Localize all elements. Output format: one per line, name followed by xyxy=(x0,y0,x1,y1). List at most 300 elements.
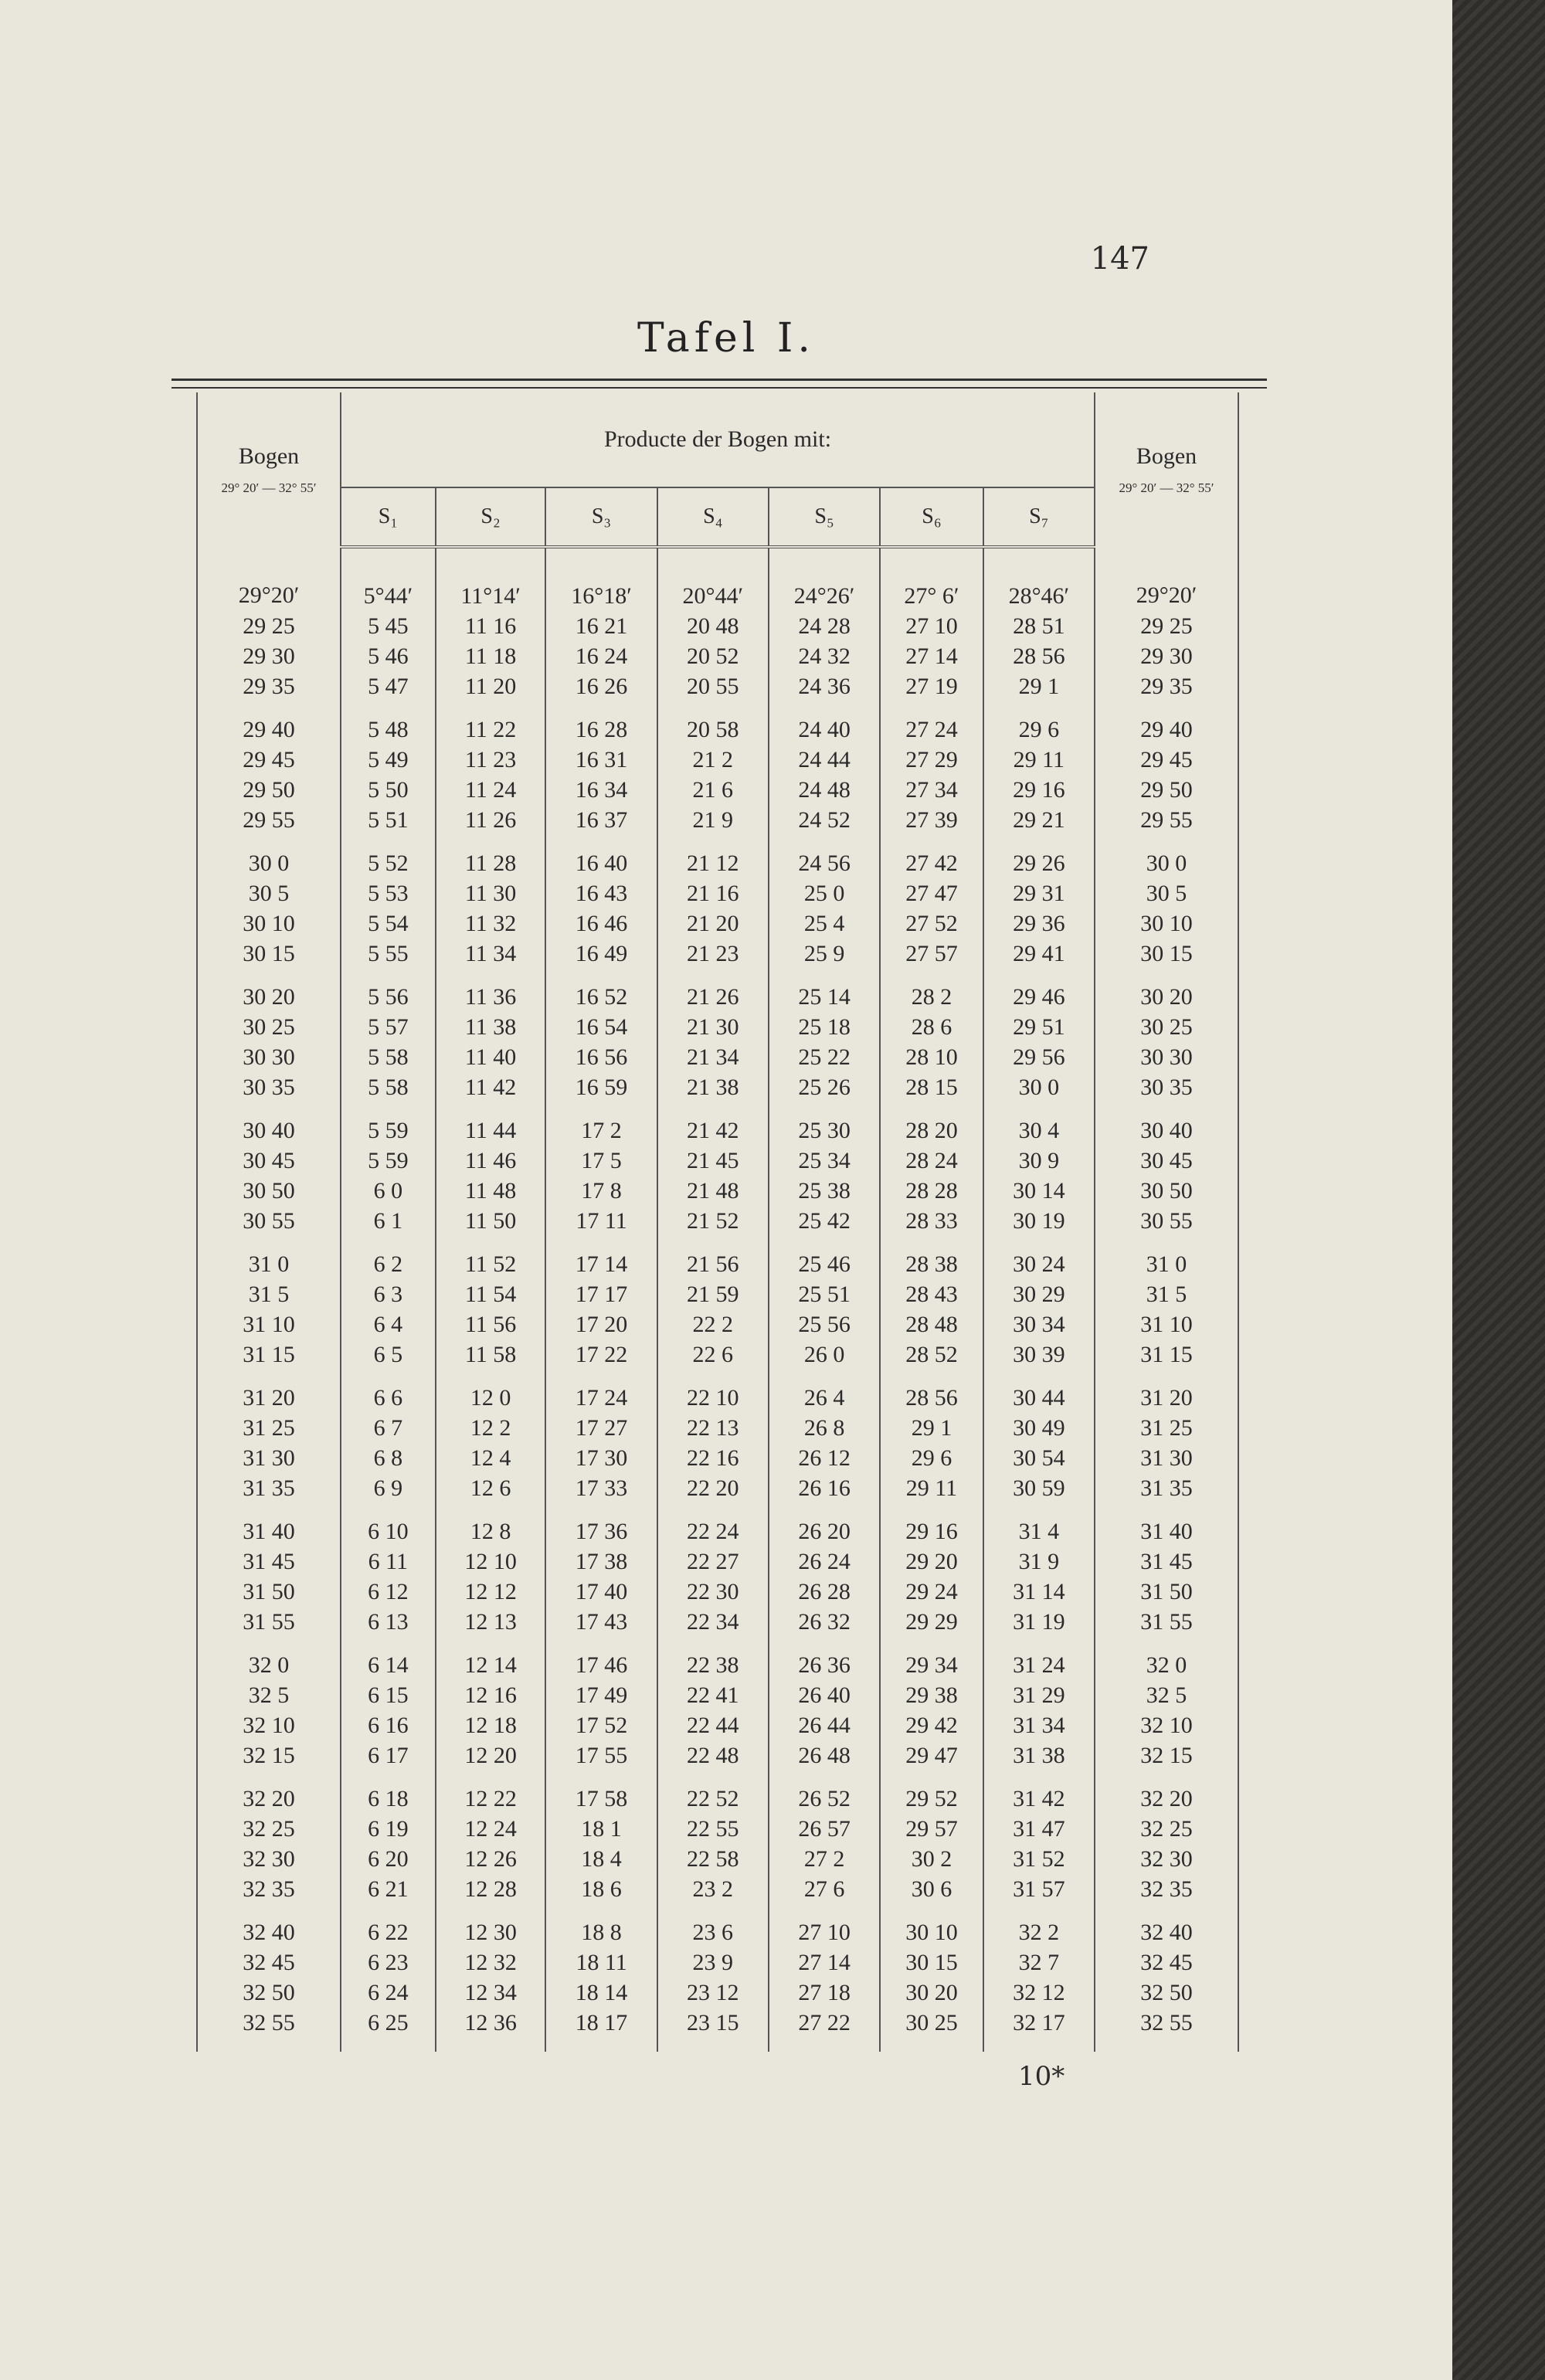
table-cell: 12 18 xyxy=(436,1710,546,1740)
table-cell: 11 30 xyxy=(436,878,546,908)
table-cell: 17 22 xyxy=(545,1339,657,1370)
column-header-s3: S₃ xyxy=(545,487,657,547)
table-cell: 27 2 xyxy=(769,1844,880,1874)
table-cell: 30 30 xyxy=(197,1042,341,1072)
table-cell: 11 50 xyxy=(436,1206,546,1236)
table-cell: 11 58 xyxy=(436,1339,546,1370)
table-cell: 11 46 xyxy=(436,1146,546,1176)
table-cell: 31 40 xyxy=(1095,1503,1238,1546)
table-cell: 25 51 xyxy=(769,1279,880,1309)
table-cell: 11 20 xyxy=(436,671,546,701)
table-cell: 6 5 xyxy=(341,1339,436,1370)
table-cell: 22 55 xyxy=(657,1814,769,1844)
table-cell: 32 15 xyxy=(197,1740,341,1771)
table-cell: 6 1 xyxy=(341,1206,436,1236)
table-row xyxy=(197,1844,1238,1874)
table-cell: 32 25 xyxy=(197,1814,341,1844)
table-cell: 31 38 xyxy=(983,1740,1095,1771)
table-cell: 32 5 xyxy=(197,1680,341,1710)
table-cell: 17 49 xyxy=(545,1680,657,1710)
table-cell: 32 10 xyxy=(197,1710,341,1740)
table-cell: 21 48 xyxy=(657,1176,769,1206)
table-cell: 17 36 xyxy=(545,1503,657,1546)
table-cell: 30 25 xyxy=(880,2008,983,2052)
table-cell: 29 45 xyxy=(197,745,341,775)
table-row xyxy=(197,908,1238,939)
table-cell: 18 1 xyxy=(545,1814,657,1844)
table-cell: 17 30 xyxy=(545,1443,657,1473)
table-cell: 16 54 xyxy=(545,1012,657,1042)
table-cell: 16 37 xyxy=(545,805,657,835)
table-cell: 5 47 xyxy=(341,671,436,701)
table-cell: 22 6 xyxy=(657,1339,769,1370)
table-cell: 30 0 xyxy=(1095,835,1238,878)
table-cell: 30 10 xyxy=(1095,908,1238,939)
table-cell: 5 59 xyxy=(341,1146,436,1176)
table-cell: 29 31 xyxy=(983,878,1095,908)
table-row xyxy=(197,1072,1238,1102)
table-cell: 30 44 xyxy=(983,1370,1095,1413)
table-cell: 30 40 xyxy=(1095,1102,1238,1146)
table-cell: 21 30 xyxy=(657,1012,769,1042)
table-cell: 29 42 xyxy=(880,1710,983,1740)
table-cell: 6 13 xyxy=(341,1607,436,1637)
table-cell: 30 20 xyxy=(1095,969,1238,1012)
table-cell: 32 35 xyxy=(197,1874,341,1904)
table-cell: 26 57 xyxy=(769,1814,880,1844)
bogen-header-right xyxy=(1095,392,1238,547)
table-cell: 6 4 xyxy=(341,1309,436,1339)
table-cell: 26 16 xyxy=(769,1473,880,1503)
table-cell: 27 47 xyxy=(880,878,983,908)
products-table xyxy=(196,392,1239,2052)
table-cell: 31 15 xyxy=(1095,1339,1238,1370)
table-cell: 28 10 xyxy=(880,1042,983,1072)
table-cell: 30 20 xyxy=(880,1978,983,2008)
table-cell: 32 40 xyxy=(197,1904,341,1947)
table-cell: 24 40 xyxy=(769,701,880,745)
table-cell: 6 12 xyxy=(341,1577,436,1607)
bogen-label: Bogen xyxy=(1136,443,1197,469)
table-cell: 22 38 xyxy=(657,1637,769,1680)
table-cell: 30 29 xyxy=(983,1279,1095,1309)
table-cell: 12 8 xyxy=(436,1503,546,1546)
signature-mark: 10* xyxy=(1018,2061,1065,2092)
table-cell: 28 48 xyxy=(880,1309,983,1339)
table-cell: 22 20 xyxy=(657,1473,769,1503)
table-cell: 23 2 xyxy=(657,1874,769,1904)
table-cell: 26 0 xyxy=(769,1339,880,1370)
table-row xyxy=(197,1546,1238,1577)
table-cell: 28 43 xyxy=(880,1279,983,1309)
table-row xyxy=(197,939,1238,969)
table-cell: 31 42 xyxy=(983,1771,1095,1814)
table-cell: 12 34 xyxy=(436,1978,546,2008)
table-cell: 24 36 xyxy=(769,671,880,701)
table-cell: 29 1 xyxy=(983,671,1095,701)
table-cell: 17 38 xyxy=(545,1546,657,1577)
table-cell: 32 45 xyxy=(197,1947,341,1978)
table-cell: 5 59 xyxy=(341,1102,436,1146)
table-cell: 6 25 xyxy=(341,2008,436,2052)
table-cell: 17 46 xyxy=(545,1637,657,1680)
table-cell: 29 35 xyxy=(1095,671,1238,701)
table-cell: 16°18′ xyxy=(545,547,657,611)
table-cell: 18 11 xyxy=(545,1947,657,1978)
table-cell: 11 22 xyxy=(436,701,546,745)
table-row xyxy=(197,1503,1238,1546)
table-cell: 31 5 xyxy=(197,1279,341,1309)
table-cell: 16 31 xyxy=(545,745,657,775)
table-cell: 12 12 xyxy=(436,1577,546,1607)
table-cell: 29 11 xyxy=(880,1473,983,1503)
table-row xyxy=(197,1236,1238,1279)
bogen-header-left xyxy=(197,392,341,547)
table-cell: 21 26 xyxy=(657,969,769,1012)
table-cell: 30 54 xyxy=(983,1443,1095,1473)
table-cell: 17 14 xyxy=(545,1236,657,1279)
table-cell: 31 20 xyxy=(1095,1370,1238,1413)
table-cell: 29 34 xyxy=(880,1637,983,1680)
table-cell: 31 30 xyxy=(197,1443,341,1473)
table-cell: 22 34 xyxy=(657,1607,769,1637)
table-cell: 6 24 xyxy=(341,1978,436,2008)
column-header-s2: S₂ xyxy=(436,487,546,547)
table-cell: 21 56 xyxy=(657,1236,769,1279)
table-cell: 11 44 xyxy=(436,1102,546,1146)
table-cell: 22 44 xyxy=(657,1710,769,1740)
table-cell: 32 17 xyxy=(983,2008,1095,2052)
table-cell: 31 30 xyxy=(1095,1443,1238,1473)
table-cell: 29 29 xyxy=(880,1607,983,1637)
table-cell: 27 10 xyxy=(769,1904,880,1947)
table-cell: 22 27 xyxy=(657,1546,769,1577)
table-cell: 25 26 xyxy=(769,1072,880,1102)
table-cell: 32 0 xyxy=(1095,1637,1238,1680)
table-cell: 22 48 xyxy=(657,1740,769,1771)
table-cell: 31 40 xyxy=(197,1503,341,1546)
page-number: 147 xyxy=(1090,241,1149,277)
table-cell: 29°20′ xyxy=(1095,547,1238,611)
table-cell: 27 6 xyxy=(769,1874,880,1904)
table-cell: 32 35 xyxy=(1095,1874,1238,1904)
table-cell: 27 18 xyxy=(769,1978,880,2008)
table-cell: 6 3 xyxy=(341,1279,436,1309)
table-cell: 31 14 xyxy=(983,1577,1095,1607)
table-cell: 11 18 xyxy=(436,641,546,671)
table-cell: 27 19 xyxy=(880,671,983,701)
table-cell: 22 52 xyxy=(657,1771,769,1814)
table-cell: 30 6 xyxy=(880,1874,983,1904)
table-cell: 30 39 xyxy=(983,1339,1095,1370)
table-cell: 11 32 xyxy=(436,908,546,939)
table-cell: 22 2 xyxy=(657,1309,769,1339)
table-cell: 27 57 xyxy=(880,939,983,969)
table-cell: 17 40 xyxy=(545,1577,657,1607)
table-cell: 27 39 xyxy=(880,805,983,835)
table-cell: 32 50 xyxy=(1095,1978,1238,2008)
table-cell: 6 21 xyxy=(341,1874,436,1904)
table-cell: 12 20 xyxy=(436,1740,546,1771)
table-cell: 29 36 xyxy=(983,908,1095,939)
table-cell: 6 14 xyxy=(341,1637,436,1680)
table-row xyxy=(197,1904,1238,1947)
table-cell: 11 40 xyxy=(436,1042,546,1072)
column-header-s1: S₁ xyxy=(341,487,436,547)
table-cell: 6 20 xyxy=(341,1844,436,1874)
table-row xyxy=(197,775,1238,805)
table-cell: 21 42 xyxy=(657,1102,769,1146)
table-cell: 25 38 xyxy=(769,1176,880,1206)
table-cell: 31 47 xyxy=(983,1814,1095,1844)
table-cell: 30 0 xyxy=(983,1072,1095,1102)
table-cell: 22 16 xyxy=(657,1443,769,1473)
table-cell: 29 50 xyxy=(197,775,341,805)
table-cell: 29 25 xyxy=(197,611,341,641)
table-cell: 11 54 xyxy=(436,1279,546,1309)
table-cell: 6 19 xyxy=(341,1814,436,1844)
table-cell: 24°26′ xyxy=(769,547,880,611)
table-cell: 27 10 xyxy=(880,611,983,641)
table-cell: 30 0 xyxy=(197,835,341,878)
table-cell: 21 12 xyxy=(657,835,769,878)
table-cell: 31 19 xyxy=(983,1607,1095,1637)
table-cell: 24 44 xyxy=(769,745,880,775)
table-cell: 20 48 xyxy=(657,611,769,641)
table-cell: 30 55 xyxy=(1095,1206,1238,1236)
table-cell: 32 2 xyxy=(983,1904,1095,1947)
table-cell: 30 20 xyxy=(197,969,341,1012)
table-cell: 23 12 xyxy=(657,1978,769,2008)
table-cell: 17 17 xyxy=(545,1279,657,1309)
table-cell: 6 16 xyxy=(341,1710,436,1740)
table-cell: 5 50 xyxy=(341,775,436,805)
table-cell: 25 18 xyxy=(769,1012,880,1042)
table-cell: 29 47 xyxy=(880,1740,983,1771)
table-cell: 16 56 xyxy=(545,1042,657,1072)
table-cell: 29 21 xyxy=(983,805,1095,835)
table-cell: 29 55 xyxy=(1095,805,1238,835)
table-cell: 28 38 xyxy=(880,1236,983,1279)
table-cell: 30 4 xyxy=(983,1102,1095,1146)
table-cell: 12 22 xyxy=(436,1771,546,1814)
table-cell: 6 2 xyxy=(341,1236,436,1279)
table-cell: 16 40 xyxy=(545,835,657,878)
table-row xyxy=(197,1710,1238,1740)
table-cell: 6 8 xyxy=(341,1443,436,1473)
table-cell: 31 24 xyxy=(983,1637,1095,1680)
column-header-s4: S₄ xyxy=(657,487,769,547)
table-cell: 27 34 xyxy=(880,775,983,805)
table-cell: 11 26 xyxy=(436,805,546,835)
table-cell: 32 50 xyxy=(197,1978,341,2008)
table-cell: 18 14 xyxy=(545,1978,657,2008)
table-cell: 30 5 xyxy=(197,878,341,908)
top-rule xyxy=(171,379,1267,389)
table-cell: 26 44 xyxy=(769,1710,880,1740)
table-cell: 28 52 xyxy=(880,1339,983,1370)
table-row xyxy=(197,1443,1238,1473)
table-cell: 11 56 xyxy=(436,1309,546,1339)
table-cell: 28 28 xyxy=(880,1176,983,1206)
table-cell: 30 50 xyxy=(197,1176,341,1206)
table-cell: 6 23 xyxy=(341,1947,436,1978)
table-cell: 20 55 xyxy=(657,671,769,701)
table-cell: 29 30 xyxy=(1095,641,1238,671)
table-cell: 11 38 xyxy=(436,1012,546,1042)
table-cell: 30 35 xyxy=(197,1072,341,1102)
table-cell: 29 16 xyxy=(880,1503,983,1546)
table-row xyxy=(197,1814,1238,1844)
table-row xyxy=(197,1947,1238,1978)
table-cell: 27 22 xyxy=(769,2008,880,2052)
table-row xyxy=(197,1102,1238,1146)
table-cell: 30 49 xyxy=(983,1413,1095,1443)
table-cell: 12 26 xyxy=(436,1844,546,1874)
table-cell: 29 40 xyxy=(1095,701,1238,745)
table-cell: 31 4 xyxy=(983,1503,1095,1546)
table-cell: 30 24 xyxy=(983,1236,1095,1279)
table-cell: 29 55 xyxy=(197,805,341,835)
table-cell: 29 41 xyxy=(983,939,1095,969)
table-cell: 28°46′ xyxy=(983,547,1095,611)
table-cell: 16 49 xyxy=(545,939,657,969)
table-cell: 5 49 xyxy=(341,745,436,775)
table-cell: 25 22 xyxy=(769,1042,880,1072)
table-cell: 31 45 xyxy=(1095,1546,1238,1577)
table-cell: 16 46 xyxy=(545,908,657,939)
table-cell: 31 5 xyxy=(1095,1279,1238,1309)
table-cell: 5 48 xyxy=(341,701,436,745)
table-cell: 25 46 xyxy=(769,1236,880,1279)
table-cell: 25 4 xyxy=(769,908,880,939)
table-cell: 6 22 xyxy=(341,1904,436,1947)
table-cell: 16 43 xyxy=(545,878,657,908)
table-cell: 26 4 xyxy=(769,1370,880,1413)
table-cell: 31 10 xyxy=(197,1309,341,1339)
table-cell: 32 25 xyxy=(1095,1814,1238,1844)
table-cell: 28 20 xyxy=(880,1102,983,1146)
table-cell: 11 28 xyxy=(436,835,546,878)
table-cell: 17 52 xyxy=(545,1710,657,1740)
table-row xyxy=(197,1740,1238,1771)
table-cell: 21 59 xyxy=(657,1279,769,1309)
table-cell: 18 17 xyxy=(545,2008,657,2052)
table-cell: 22 41 xyxy=(657,1680,769,1710)
table-row xyxy=(197,547,1238,611)
table-cell: 28 15 xyxy=(880,1072,983,1102)
table-row xyxy=(197,611,1238,641)
table-row xyxy=(197,671,1238,701)
table-cell: 12 28 xyxy=(436,1874,546,1904)
table-cell: 30 9 xyxy=(983,1146,1095,1176)
table-cell: 16 59 xyxy=(545,1072,657,1102)
table-row xyxy=(197,1279,1238,1309)
table-cell: 6 15 xyxy=(341,1680,436,1710)
table-cell: 31 57 xyxy=(983,1874,1095,1904)
table-cell: 31 0 xyxy=(197,1236,341,1279)
table-row xyxy=(197,1473,1238,1503)
table-cell: 27 14 xyxy=(769,1947,880,1978)
column-header-s6: S₆ xyxy=(880,487,983,547)
table-cell: 12 2 xyxy=(436,1413,546,1443)
table-cell: 28 33 xyxy=(880,1206,983,1236)
table-cell: 11 24 xyxy=(436,775,546,805)
table-cell: 17 58 xyxy=(545,1771,657,1814)
table-cell: 17 20 xyxy=(545,1309,657,1339)
table-row xyxy=(197,2008,1238,2052)
table-row xyxy=(197,1176,1238,1206)
table-cell: 32 20 xyxy=(1095,1771,1238,1814)
table-cell: 16 34 xyxy=(545,775,657,805)
table-cell: 17 43 xyxy=(545,1607,657,1637)
table-cell: 29 1 xyxy=(880,1413,983,1443)
table-cell: 27 14 xyxy=(880,641,983,671)
table-row xyxy=(197,1680,1238,1710)
table-cell: 5 46 xyxy=(341,641,436,671)
table-row xyxy=(197,805,1238,835)
table-cell: 30 35 xyxy=(1095,1072,1238,1102)
table-cell: 17 11 xyxy=(545,1206,657,1236)
table-cell: 31 50 xyxy=(1095,1577,1238,1607)
table-cell: 30 50 xyxy=(1095,1176,1238,1206)
table-cell: 5°44′ xyxy=(341,547,436,611)
table-cell: 31 0 xyxy=(1095,1236,1238,1279)
book-binding xyxy=(1452,0,1545,2380)
table-cell: 12 4 xyxy=(436,1443,546,1473)
table-cell: 29 40 xyxy=(197,701,341,745)
table-row xyxy=(197,1874,1238,1904)
table-cell: 32 10 xyxy=(1095,1710,1238,1740)
table-cell: 29 20 xyxy=(880,1546,983,1577)
table-cell: 26 32 xyxy=(769,1607,880,1637)
table-cell: 21 16 xyxy=(657,878,769,908)
table-cell: 24 48 xyxy=(769,775,880,805)
table-row xyxy=(197,835,1238,878)
table-cell: 32 45 xyxy=(1095,1947,1238,1978)
table-cell: 29 56 xyxy=(983,1042,1095,1072)
table-cell: 5 53 xyxy=(341,878,436,908)
table-cell: 31 10 xyxy=(1095,1309,1238,1339)
table-cell: 16 52 xyxy=(545,969,657,1012)
table-cell: 11 42 xyxy=(436,1072,546,1102)
table-cell: 25 56 xyxy=(769,1309,880,1339)
table-row xyxy=(197,878,1238,908)
table-cell: 20°44′ xyxy=(657,547,769,611)
table-cell: 26 48 xyxy=(769,1740,880,1771)
table-cell: 17 8 xyxy=(545,1176,657,1206)
table-cell: 27 24 xyxy=(880,701,983,745)
table-cell: 25 34 xyxy=(769,1146,880,1176)
table-cell: 6 9 xyxy=(341,1473,436,1503)
table-cell: 18 8 xyxy=(545,1904,657,1947)
table-wrapper xyxy=(196,392,1239,2052)
table-cell: 11 34 xyxy=(436,939,546,969)
table-cell: 28 24 xyxy=(880,1146,983,1176)
products-header: Producte der Bogen mit: xyxy=(341,392,1095,487)
table-cell: 31 20 xyxy=(197,1370,341,1413)
table-cell: 27 42 xyxy=(880,835,983,878)
table-cell: 30 45 xyxy=(197,1146,341,1176)
table-cell: 11 36 xyxy=(436,969,546,1012)
table-cell: 6 17 xyxy=(341,1740,436,1771)
table-row xyxy=(197,1978,1238,2008)
table-cell: 18 4 xyxy=(545,1844,657,1874)
table-cell: 25 42 xyxy=(769,1206,880,1236)
table-cell: 31 25 xyxy=(197,1413,341,1443)
table-cell: 20 58 xyxy=(657,701,769,745)
table-cell: 31 15 xyxy=(197,1339,341,1370)
